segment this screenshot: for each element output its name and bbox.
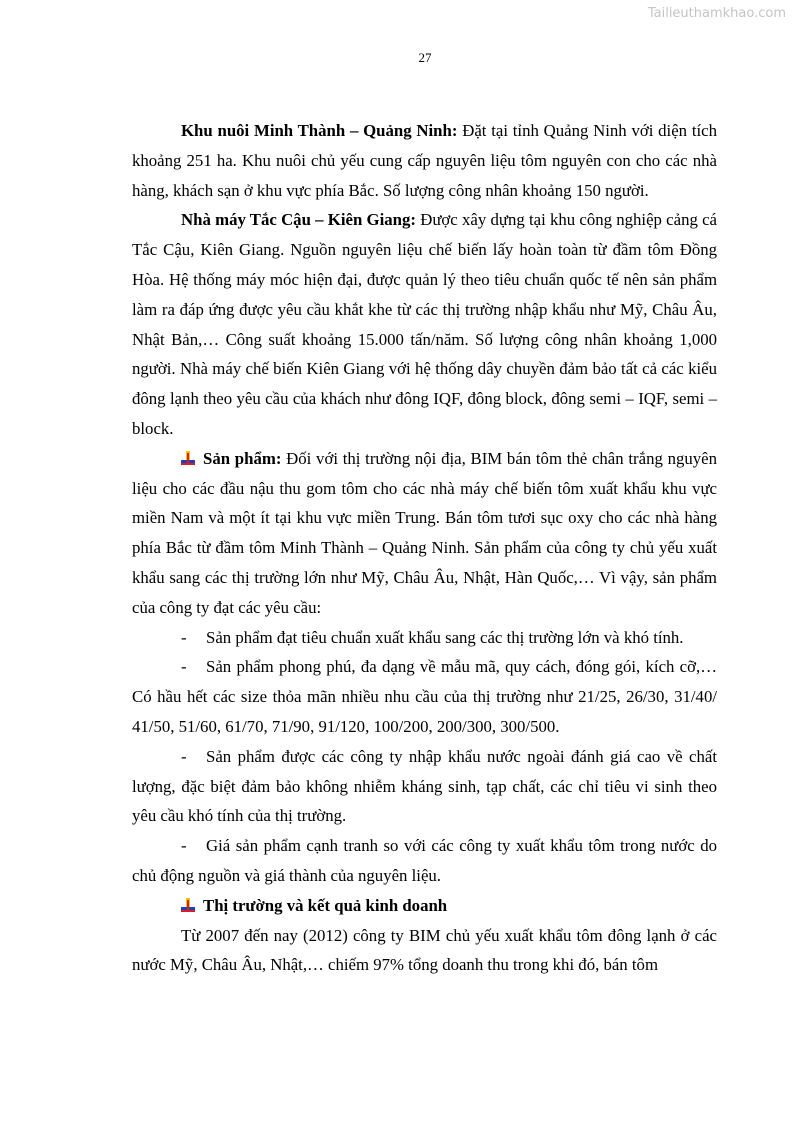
paragraph-heading: Nhà máy Tắc Cậu – Kiên Giang:: [181, 210, 416, 230]
list-item: [132, 831, 717, 891]
paragraph-text: Đặt tại tỉnh Quảng Ninh với diện tích khoảng 251 ha. Khu nuôi chủ yếu cung cấp nguyên liệu tôm nguyên con cho các nhà hàng, khách sạn ở khu vực phía Bắc. Số lượng công nhân khoảng 150 người.: [132, 121, 717, 200]
list-item-text: Sản phẩm đạt tiêu chuẩn xuất khẩu sang các thị trường lớn và khó tính.: [206, 627, 684, 647]
paragraph-minh-thanh: [132, 116, 717, 205]
section-heading-text: Thị trường và kết quả kinh doanh: [203, 895, 448, 915]
list-item-text: Sản phẩm phong phú, đa dạng về mẫu mã, quy cách, đóng gói, kích cỡ,… Có hầu hết các size thỏa mãn nhiều nhu cầu của thị trường như 21/25, 26/30, 31/40/ 41/50, 51/60, 61/70, 71/90, 91/120, 100/200, 200/300, 300/500.: [132, 657, 717, 736]
dash-marker: -: [181, 657, 187, 677]
watermark: Tailieuthamkhao.com: [647, 6, 786, 21]
dash-marker: -: [181, 836, 187, 856]
page-number: 27: [418, 50, 432, 65]
paragraph-thi-truong: Từ 2007 đến nay (2012) công ty BIM chủ yếu xuất khẩu tôm đông lạnh ở các nước Mỹ, Châu Âu, Nhật,… chiếm 97% tổng doanh thu trong khi đó, bán tôm: [132, 925, 717, 975]
bullet-icon: [181, 898, 195, 912]
section-heading: [132, 891, 717, 921]
dash-marker: -: [181, 627, 187, 647]
document-body: [132, 116, 717, 980]
dash-marker: -: [181, 746, 187, 766]
list-item-text: Sản phẩm được các công ty nhập khẩu nước ngoài đánh giá cao về chất lượng, đặc biệt đảm bảo không nhiễm kháng sinh, tạp chất, các chỉ tiêu vi sinh theo yêu cầu khó tính của thị trường.: [132, 746, 717, 826]
list-item: [132, 652, 717, 741]
list-item: [132, 623, 717, 653]
paragraph-heading: Khu nuôi Minh Thành – Quảng Ninh:: [181, 121, 458, 140]
list-item: [132, 742, 717, 831]
paragraph-text: Đối với thị trường nội địa, BIM bán tôm thẻ chân trắng nguyên liệu cho các đầu nậu thu gom tôm cho các nhà máy chế biến tôm xuất khẩu khu vực miền Nam và một ít tại khu vực miền Trung. Bán tôm tươi sục oxy cho các nhà hàng phía Bắc từ đầm tôm Minh Thành – Quảng Ninh. Sản phẩm của công ty chủ yếu xuất khẩu sang các thị trường lớn như Mỹ, Châu Âu, Nhật, Hàn Quốc,… Vì vậy, sản phẩm của công ty đạt các yêu cầu:: [132, 448, 717, 617]
paragraph-tac-cau: [132, 205, 717, 443]
bullet-icon: [181, 451, 195, 465]
paragraph-san-pham: [132, 444, 717, 623]
list-item-text: Giá sản phẩm cạnh tranh so với các công ty xuất khẩu tôm trong nước do chủ động nguồn và giá thành của nguyên liệu.: [132, 836, 717, 885]
paragraph-text: Được xây dựng tại khu công nghiệp cảng cá Tắc Cậu, Kiên Giang. Nguồn nguyên liệu chế biến lấy hoàn toàn từ đầm tôm Đồng Hòa. Hệ thống máy móc hiện đại, được quản lý theo tiêu chuẩn quốc tế nên sản phẩm làm ra đáp ứng được yêu cầu khắt khe từ các thị trường nhập khẩu như Mỹ, Châu Âu, Nhật Bản,… Công suất khoảng 15.000 tấn/năm. Số lượng công nhân khoảng 1,000 người. Nhà máy chế biến Kiên Giang với hệ thống dây chuyền đảm bảo tất cả các kiểu đông lạnh theo yêu cầu của khách như đông IQF, đông block, đông semi – IQF, semi – block.: [132, 210, 717, 438]
paragraph-heading: Sản phẩm:: [203, 448, 282, 468]
